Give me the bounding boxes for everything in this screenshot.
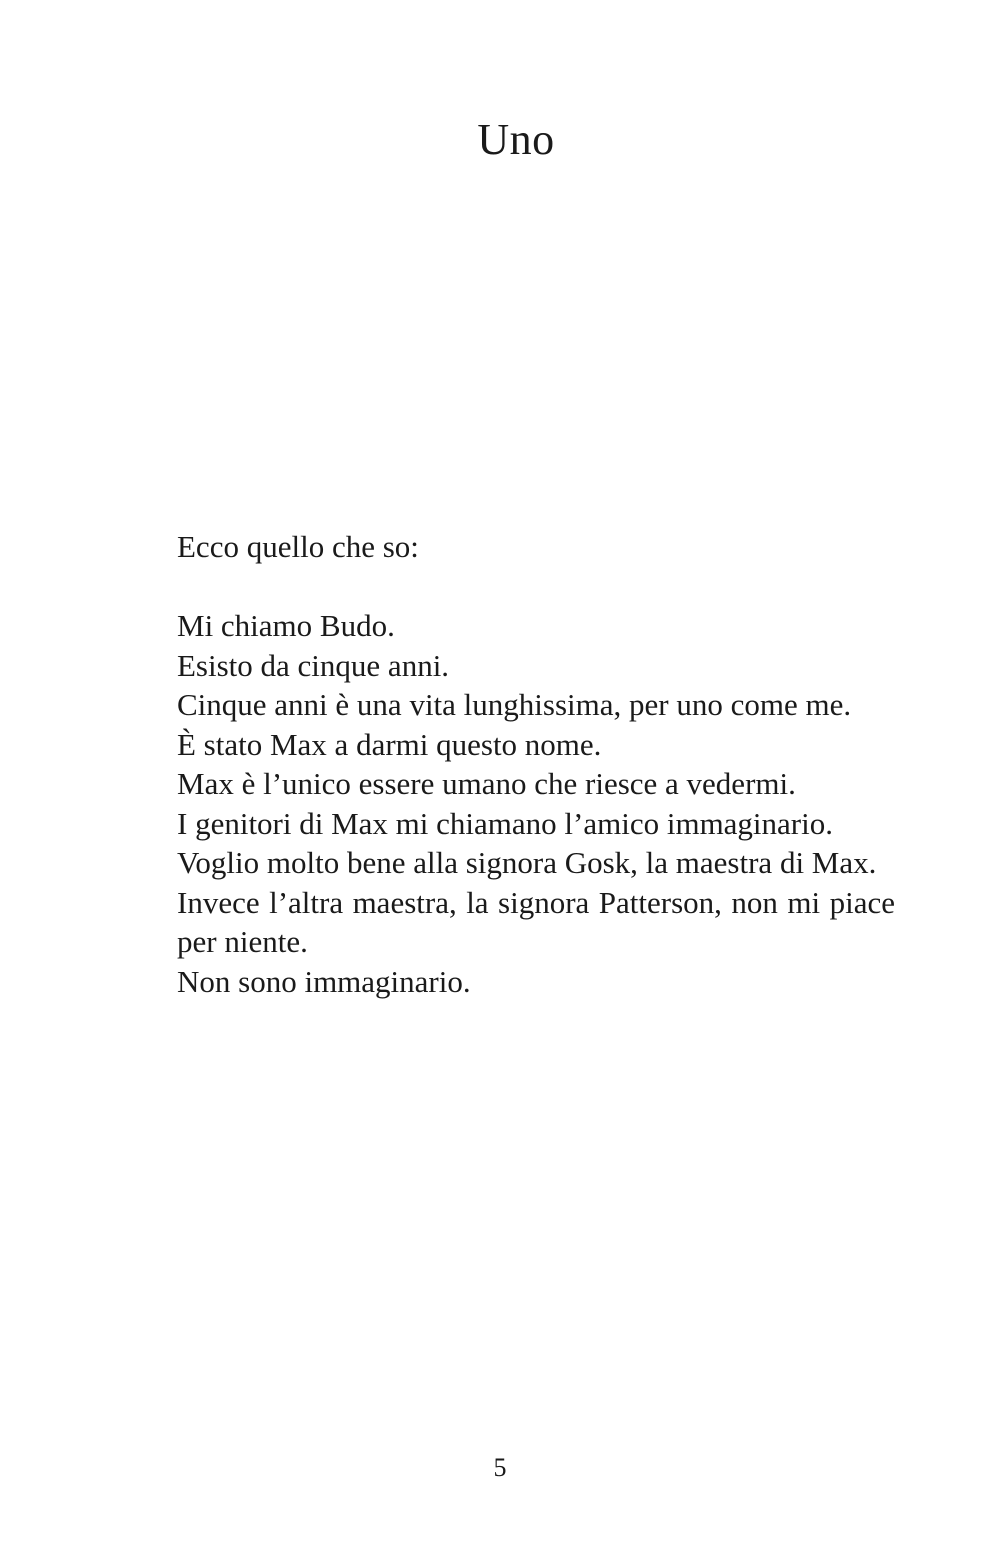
text-line: È stato Max a darmi questo nome. [177,726,602,762]
chapter-title: Uno [477,115,555,164]
text-line: Invece l’altra maestra, la signora Patterson, non mi piace per niente. [177,884,895,959]
intro-line: Ecco quello che so: [177,529,419,564]
text-line: Non sono immaginario. [177,963,471,999]
text-line: Mi chiamo Budo. [177,608,395,643]
text-line: Cinque anni è una vita lunghissima, per uno come me. [177,687,852,722]
body-text [177,527,895,1001]
text-line: Voglio molto bene alla signora Gosk, la maestra di Max. [177,845,877,880]
page-number: 5 [493,1453,507,1482]
text-line: I genitori di Max mi chiamano l’amico immaginario. [177,805,833,841]
text-line: Esisto da cinque anni. [177,647,450,683]
text-line: Max è l’unico essere umano che riesce a vedermi. [177,766,796,801]
